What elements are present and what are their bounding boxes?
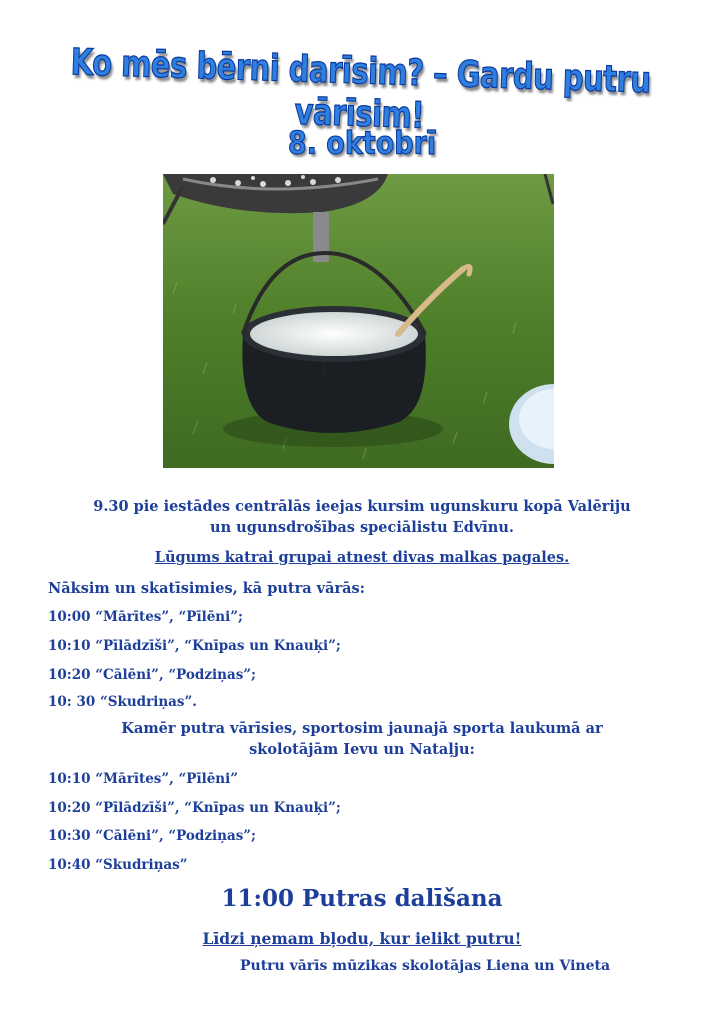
bring-bowl-note: Līdzi ņemam bļodu, kur ielikt putru! [202, 929, 522, 948]
event-date: 8. oktobrī [287, 125, 437, 162]
cooks-note: Putru vārīs mūzikas skolotājas Liena un Vineta [240, 958, 611, 974]
cooking-slot-4: 10: 30 “Skudriņas”. [48, 694, 197, 710]
cooking-heading: Nāksim un skatīsimies, kā putra vārās: [48, 580, 366, 597]
sports-heading-line-1: Kamēr putra vārīsies, sportosim jaunajā sporta laukumā ar [121, 720, 603, 737]
poster-title: Ko mēs bērni darīsim? – Gardu putru vārīsim! [70, 40, 652, 137]
sports-heading-line-2: skolotājām Ievu un Nataļju: [249, 741, 475, 758]
serving-time: 11:00 Putras dalīšana [221, 885, 503, 912]
cooking-pot-photo [163, 174, 554, 468]
intro-line-1: 9.30 pie iestādes centrālās ieejas kursim ugunskuru kopā Valēriju [93, 498, 631, 515]
cooking-slot-3: 10:20 “Cālēni”, “Podziņas”; [48, 667, 257, 683]
sports-slot-1: 10:10 “Mārītes”, “Pīlēni” [48, 771, 239, 787]
cooking-slot-2: 10:10 “Pīlādzīši”, “Knīpas un Knauķi”; [48, 638, 341, 654]
sports-slot-2: 10:20 “Pīlādzīši”, “Knīpas un Knauķi”; [48, 800, 341, 816]
sports-slot-4: 10:40 “Skudriņas” [48, 857, 188, 873]
sports-slot-3: 10:30 “Cālēni”, “Podziņas”; [48, 828, 257, 844]
cooking-slot-1: 10:00 “Mārītes”, “Pīlēni”; [48, 609, 243, 625]
intro-line-2: un ugunsdrošības speciālistu Edvīnu. [210, 519, 514, 536]
firewood-request: Lūgums katrai grupai atnest divas malkas pagales. [154, 549, 570, 566]
